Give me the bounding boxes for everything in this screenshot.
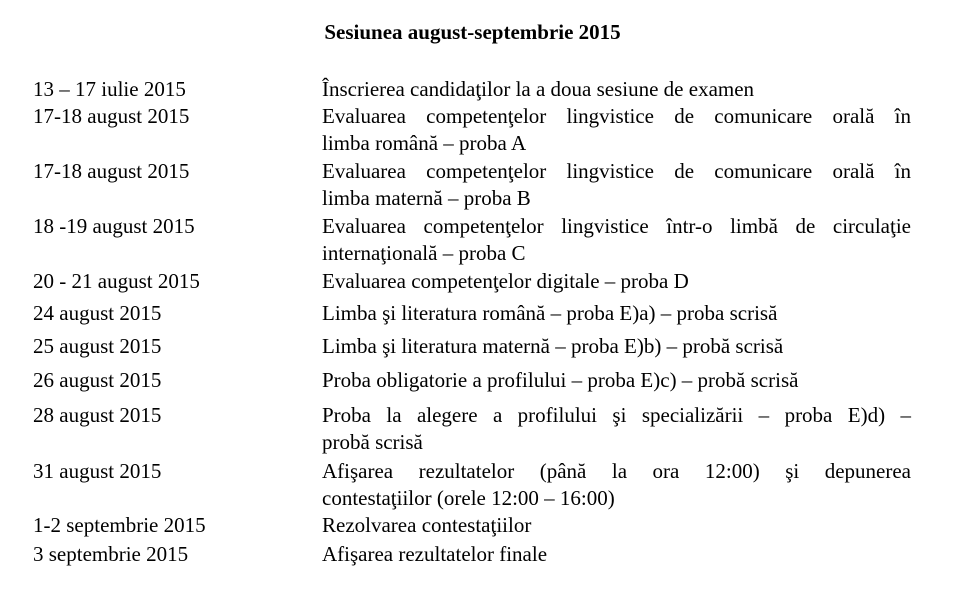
description-line: Evaluarea competenţelor lingvistice de comunicare orală în [322,159,911,183]
row-date: 24 august 2015 [33,301,162,325]
row-description [322,402,911,456]
description-line: Limba şi literatura română – proba E)a) – proba scrisă [322,301,778,325]
row-description [322,541,911,568]
description-line: Proba la alegere a profilului şi specializării – proba E)d) – [322,403,911,427]
row-date: 25 august 2015 [33,334,162,358]
row-description [322,333,911,360]
row-date: 18 -19 august 2015 [33,214,195,238]
description-line: limba română – proba A [322,131,527,155]
row-date: 17-18 august 2015 [33,104,190,128]
description-line: Limba şi literatura maternă – proba E)b) – probă scrisă [322,334,784,358]
row-date: 20 - 21 august 2015 [33,269,200,293]
row-date: 1-2 septembrie 2015 [33,513,206,537]
description-line: Evaluarea competenţelor lingvistice într-o limbă de circulaţie [322,214,911,238]
row-description [322,213,911,267]
row-description [322,458,911,512]
description-line: Înscrierea candidaţilor la a doua sesiune de examen [322,77,755,101]
row-date: 3 septembrie 2015 [33,542,189,566]
row-description [322,76,911,103]
row-description [322,367,911,394]
row-date: 28 august 2015 [33,403,162,427]
description-line: limba maternă – proba B [322,186,531,210]
description-line: Rezolvarea contestaţiilor [322,513,532,537]
description-line: internaţională – proba C [322,241,526,265]
row-description [322,158,911,212]
row-description [322,103,911,157]
row-description [322,300,911,327]
row-date: 13 – 17 iulie 2015 [33,77,186,101]
row-date: 17-18 august 2015 [33,159,190,183]
description-line: Afişarea rezultatelor (până la ora 12:00) şi depunerea [322,459,911,483]
description-line: probă scrisă [322,430,423,454]
description-line: Evaluarea competenţelor lingvistice de comunicare orală în [322,104,911,128]
row-date: 31 august 2015 [33,459,162,483]
description-line: Proba obligatorie a profilului – proba E)c) – probă scrisă [322,368,799,392]
row-description [322,268,911,295]
description-line: Afişarea rezultatelor finale [322,542,548,566]
page-title: Sesiunea august-septembrie 2015 [324,20,621,44]
description-line: Evaluarea competenţelor digitale – proba D [322,269,689,293]
description-line: contestaţiilor (orele 12:00 – 16:00) [322,486,615,510]
row-date: 26 august 2015 [33,368,162,392]
row-description [322,512,911,539]
